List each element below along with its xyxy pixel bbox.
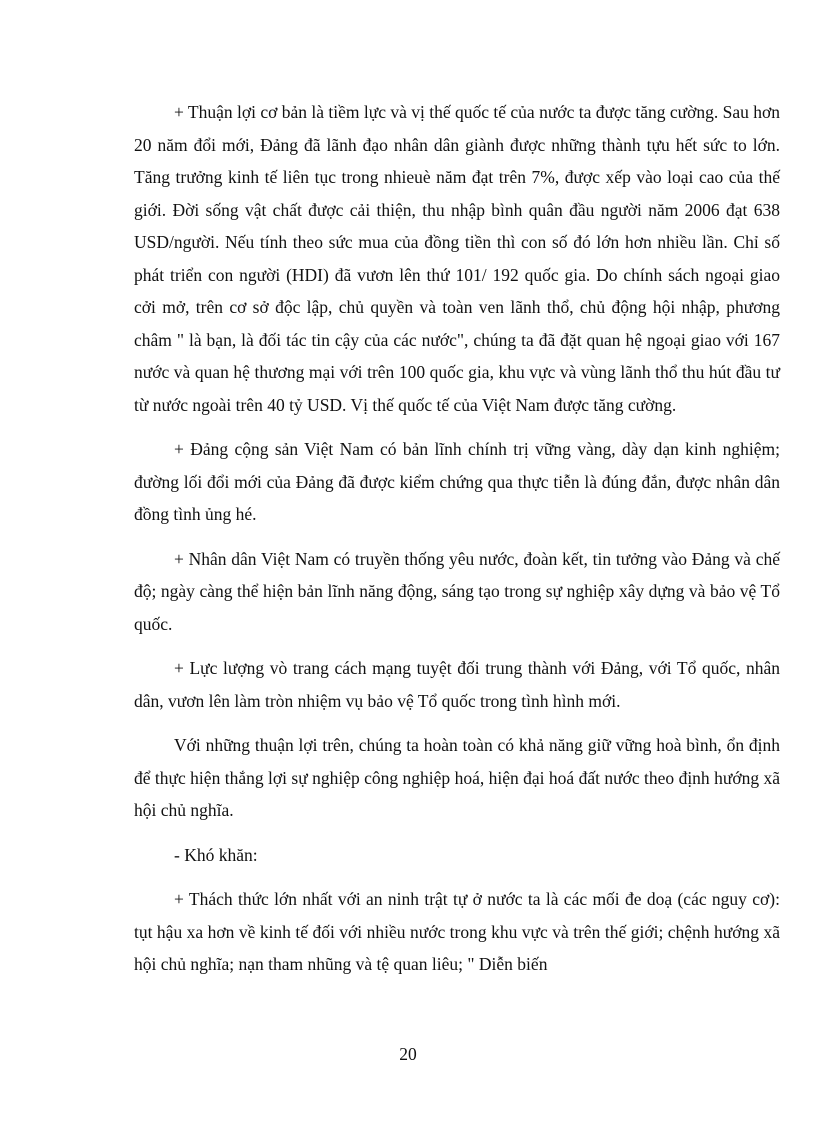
- paragraph-armed-forces: + Lực lượng vò trang cách mạng tuyệt đối trung thành với Đảng, với Tổ quốc, nhân dân, vươn lên làm tròn nhiệm vụ bảo vệ Tổ quốc trong tình hình mới.: [134, 658, 780, 711]
- paragraph-party-capacity: + Đảng cộng sản Việt Nam có bản lĩnh chính trị vững vàng, dày dạn kinh nghiệm; đường lối đổi mới của Đảng đã được kiểm chứng qua thực tiễn là đúng đắn, được nhân dân đồng tình ủng hé.: [134, 439, 780, 524]
- paragraph-challenges: + Thách thức lớn nhất với an ninh trật tự ở nước ta là các mối đe doạ (các nguy cơ): tụt hậu xa hơn về kinh tế đối với nhiều nước trong khu vực và trên thế giới; chệnh hướng xã hội chủ nghĩa; nạn tham nhũng và tệ quan liêu; " Diễn biến: [134, 889, 780, 974]
- paragraph-conclusion-advantages: Với những thuận lợi trên, chúng ta hoàn toàn có khả năng giữ vững hoà bình, ổn định để thực hiện thắng lợi sự nghiệp công nghiệp hoá, hiện đại hoá đất nước theo định hướng xã hội chủ nghĩa.: [134, 735, 780, 820]
- paragraph-difficulties-heading: - Khó khăn:: [174, 844, 258, 865]
- document-body: [134, 96, 780, 993]
- page-number: 20: [399, 1044, 417, 1064]
- paragraph-people-tradition: + Nhân dân Việt Nam có truyền thống yêu nước, đoàn kết, tin tưởng vào Đảng và chế độ; ngày càng thể hiện bản lĩnh năng động, sáng tạo trong sự nghiệp xây dựng và bảo vệ Tổ quốc.: [134, 548, 780, 634]
- paragraph-advantage-potential: + Thuận lợi cơ bản là tiềm lực và vị thế quốc tế của nước ta được tăng cường. Sau hơn 20 năm đổi mới, Đảng đã lãnh đạo nhân dân giành được những thành tựu hết sức to lớn. Tăng trưởng kinh tế liên tục trong nhieuè năm đạt trên 7%, được xếp vào loại cao của thế giới. Đời sống vật chất được cải thiện, thu nhập bình quân đầu người năm 2006 đạt 638 USD/người. Nếu tính theo sức mua của đồng tiền thì con số đó lớn hơn nhiều lần. Chỉ số phát triển con người (HDI) đã vươn lên thứ 101/ 192 quốc gia. Do chính sách ngoại giao cởi mở, trên cơ sở độc lập, chủ quyền và toàn ven lãnh thổ, chủ động hội nhập, phương châm " là bạn, là đối tác tin cậy của các nước", chúng ta đã đặt quan hệ ngoại giao với 167 nước và quan hệ thương mại với trên 100 quốc gia, khu vực và vùng lãnh thổ thu hút đầu tư từ nước ngoài trên 40 tỷ USD. Vị thế quốc tế của Việt Nam được tăng cường.: [134, 102, 780, 415]
